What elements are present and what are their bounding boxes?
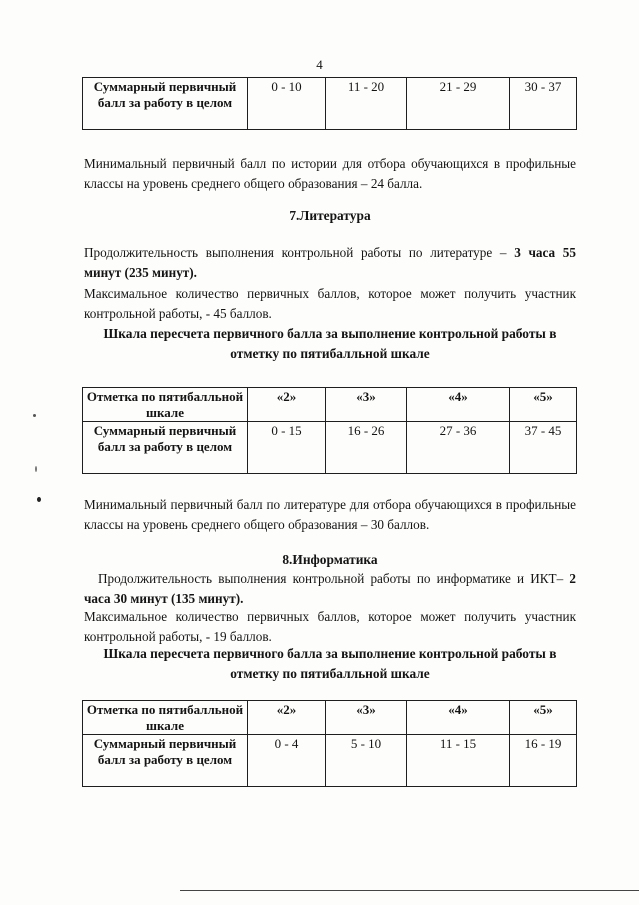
table-row (83, 388, 577, 422)
page-number: 4 (316, 57, 323, 72)
table-row (83, 735, 577, 787)
grade-3: «3» (326, 388, 407, 422)
scan-speck (35, 466, 37, 472)
score-range-4: 11 - 15 (407, 735, 510, 787)
grade-4: «4» (407, 388, 510, 422)
row-label: Суммарный первичный балл за работу в целом (83, 735, 248, 787)
grade-2: «2» (248, 388, 326, 422)
scan-edge-line (180, 890, 639, 891)
literature-title: 7.Литература (289, 208, 371, 223)
literature-duration (84, 243, 576, 282)
literature-score-table (82, 387, 577, 474)
literature-scale-title-2: отметку по пятибалльной шкале (230, 346, 430, 361)
score-range-2: 0 - 4 (248, 735, 326, 787)
table-row (83, 701, 577, 735)
score-range-4: 27 - 36 (407, 422, 510, 474)
duration-text: Продолжительность выполнения контрольной работы по литературе – (84, 245, 515, 260)
score-range-5: 37 - 45 (510, 422, 577, 474)
history-score-table (82, 77, 577, 130)
score-range-5: 30 - 37 (510, 78, 577, 130)
informatics-score-table (82, 700, 577, 787)
score-range-2: 0 - 15 (248, 422, 326, 474)
informatics-duration (84, 569, 576, 608)
duration-value: 2 часа 30 минут (135 минут). (84, 571, 576, 606)
history-min-score: Минимальный первичный балл по истории для отбора обучающихся в профильные классы на уровень среднего общего образования – 24 балла. (84, 156, 576, 191)
grade-2: «2» (248, 701, 326, 735)
grade-header-label: Отметка по пятибалльной шкале (83, 388, 248, 422)
score-range-2: 0 - 10 (248, 78, 326, 130)
score-range-3: 5 - 10 (326, 735, 407, 787)
informatics-scale-title-1: Шкала пересчета первичного балла за выполнение контрольной работы в (103, 646, 557, 661)
table-row (83, 422, 577, 474)
score-range-3: 16 - 26 (326, 422, 407, 474)
grade-5: «5» (510, 701, 577, 735)
table-row (83, 78, 577, 130)
score-range-5: 16 - 19 (510, 735, 577, 787)
row-label: Суммарный первичный балл за работу в целом (83, 78, 248, 130)
grade-header-label: Отметка по пятибалльной шкале (83, 701, 248, 735)
grade-3: «3» (326, 701, 407, 735)
scan-speck (37, 497, 41, 502)
grade-4: «4» (407, 701, 510, 735)
informatics-max-score: Максимальное количество первичных баллов, которое может получить участник контрольной работы, - 19 баллов. (84, 609, 576, 644)
score-range-4: 21 - 29 (407, 78, 510, 130)
literature-min-score: Минимальный первичный балл по литературе для отбора обучающихся в профильные классы на уровень среднего общего образования – 30 баллов. (84, 497, 576, 532)
literature-max-score: Максимальное количество первичных баллов, которое может получить участник контрольной работы, - 45 баллов. (84, 286, 576, 321)
score-range-3: 11 - 20 (326, 78, 407, 130)
scan-speck (33, 414, 36, 417)
informatics-title: 8.Информатика (282, 552, 378, 567)
row-label: Суммарный первичный балл за работу в целом (83, 422, 248, 474)
informatics-scale-title-2: отметку по пятибалльной шкале (230, 666, 430, 681)
duration-text: Продолжительность выполнения контрольной работы по информатике и ИКТ– (98, 571, 570, 586)
literature-scale-title-1: Шкала пересчета первичного балла за выполнение контрольной работы в (103, 326, 557, 341)
grade-5: «5» (510, 388, 577, 422)
duration-value: 3 часа 55 минут (235 минут). (84, 245, 576, 280)
